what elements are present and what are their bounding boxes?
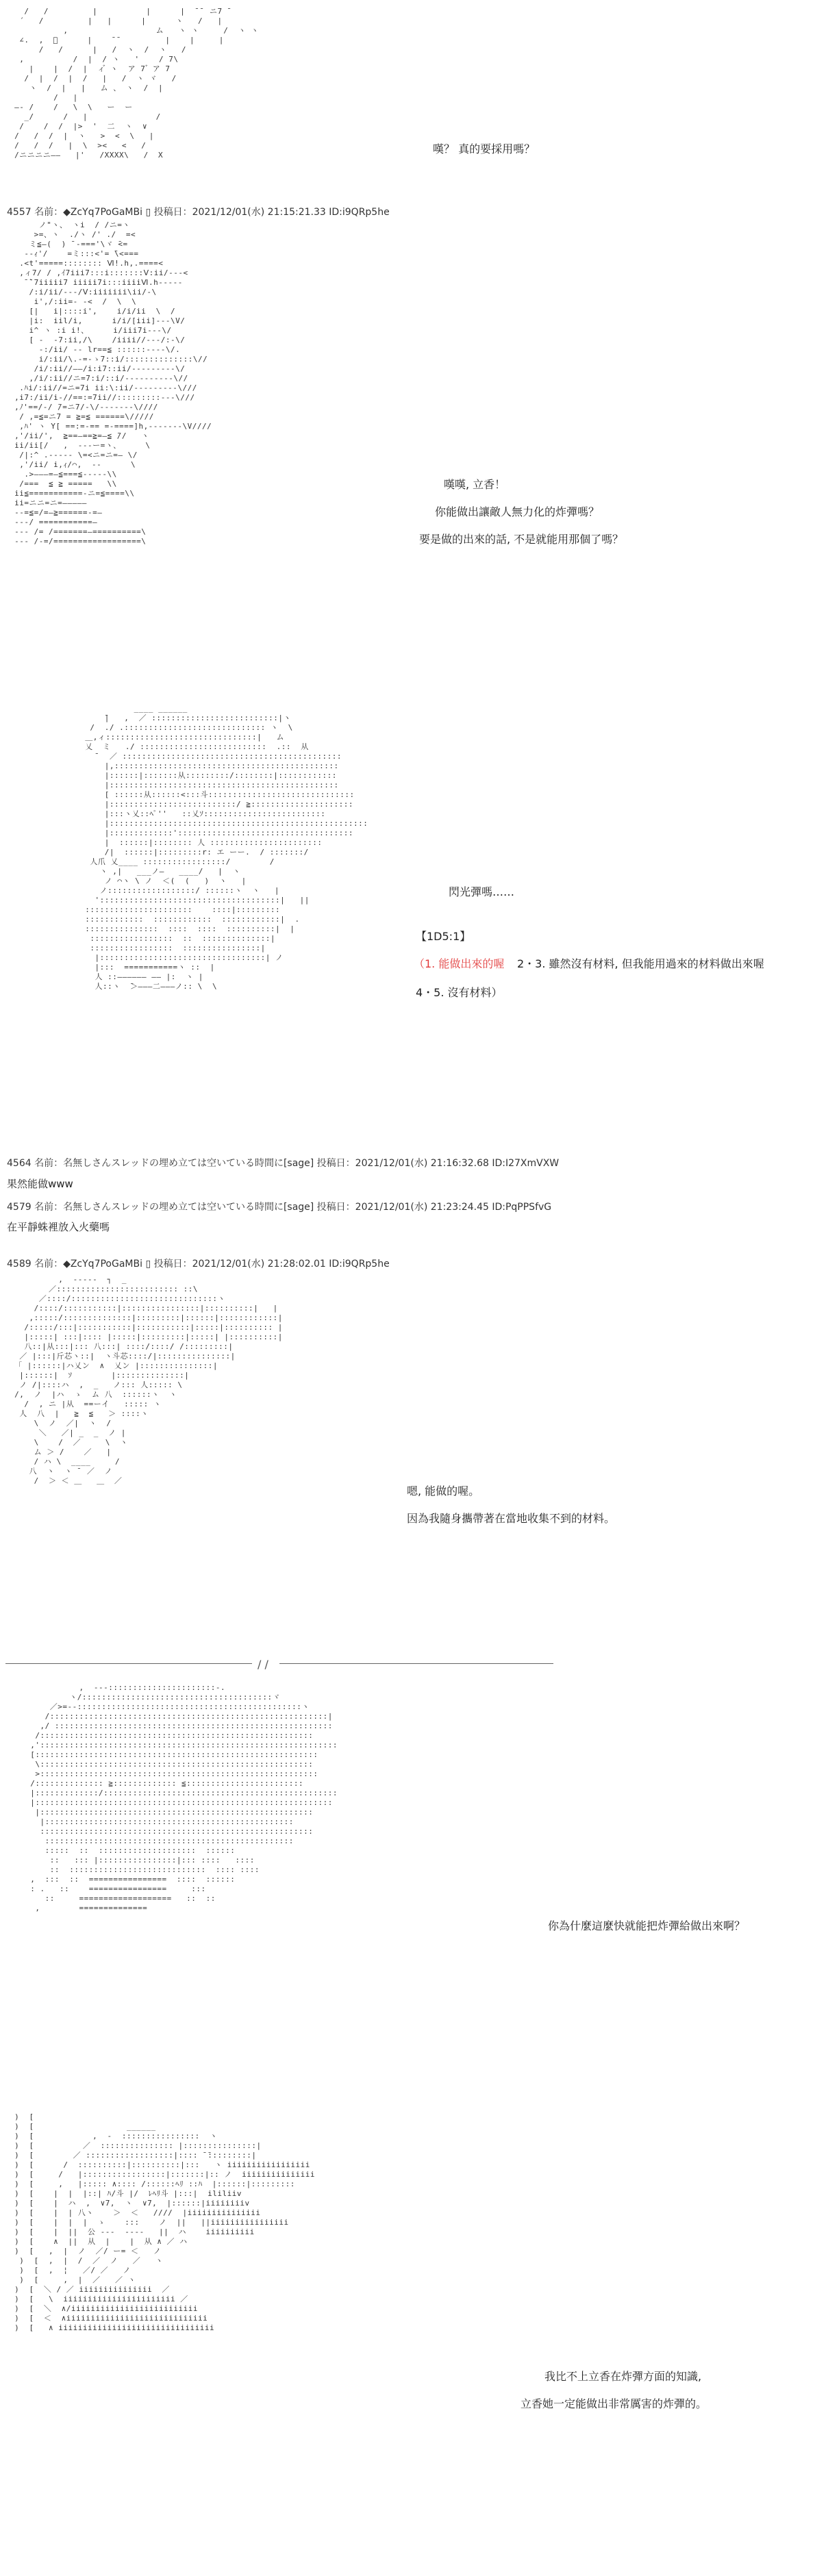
dialogue-line: 你為什麼這麼快就能把炸彈給做出來啊？	[548, 1919, 746, 1932]
dice-option-4-5: 4・5. 沒有材料）	[416, 986, 503, 999]
dialogue-line: 立香她一定能做出非常厲害的炸彈的。	[521, 2397, 707, 2410]
dialogue-line: 嗯, 能做的喔。	[407, 1485, 480, 1498]
ascii-art-scene-1: / / | | | ̄ ̄ ニ7 ̄ ´ / | | | ヽ / | , ム ヽ ヽ / ヽ ヽ ∠. , ゚ | ̄ ̄ | | | / / | / ヽ / ヽ / , / | / ヽ ' / 7\ | | / | ィ゙ ヽ ア 7 ゙ ア 7 / | / | / | / ヽ ヾ / ヽ / | | ム 、 ヽ / | / | —- / / \ \ ー ー _/ / | / / / / |> ' 二 ヽ ∨ / / / | ヽ > < \ | / / / | \ >< < / /ニニニニ—— |' /XXXX\ / X	[14, 7, 259, 160]
ascii-art-scene-7: , ---::::::::::::::::::::::-. ヽ/:::::::::::::::::::::::::::::::::::::::ヾ ／>=--::::::::::::::::::::::::::::::::::::::::::::::ヽ /:::::::::::::::::::::::::::::::::::::::::::::::::::::::::| ,/ ::::::::::::::::::::::::::::::::::::::::::::::::::::::::: /:::::::::::::::::::::::::::::::::::::::::::::::::::::::: ,'::::::::::::::::::::::::::::::::::::::::::::::::::::::::::::: [:::::::::::::::::::::::::::::::::::::::::::::::::::::::::: \:::::::::::::::::::::::::::::::::::::::::::::::::::::::: >::::::::::::::::::::::::::::::::::::::::::::::::::::::::: /:::::::::::::: ≧::::::::::::: ≦:::::::::::::::::::::::: |:::::::::::::/:::::::::::::::::::::::::::::::::::::::::::::::: |::::::::::::::::::::::::::::::::::::::::::::::::::::::::::::: |:::::::::::::::::::::::::::::::::::::::::::::::::::::::: |::::::::::::::::::::::::::::::::::::::::::::::::::: :::::::::::::::::::::::::::::::::::::::::::::::::::::::: ::::::::::::::::::::::::::::::::::::::::::::::::::: ::::: :: :::::::::::::::::::: :::::: :: ::: |::::::::::::::::|::: :::: :::: :: :::::::::::::::::::::::::::: :::: :::: , ::: :: ================ :::: :::::: : . :: ================ ::: :: =================== :: :: , ==============	[30, 1683, 338, 1912]
dice-option-1: （1. 能做出來的喔	[414, 957, 505, 970]
dialogue-line: 閃光彈嗎……	[449, 885, 515, 898]
dice-option-2-3: 2・3. 雖然沒有材料, 但我能用過來的材料做出來喔	[517, 957, 764, 970]
ascii-art-scene-8: ) [ ) [ ______ ) [ , - :::::::::::::::: ヽ ) [ ／ ::::::::::::::: |:::::::::::::::| ) [ ／ ::::::::::::::::::|:::: ̄ ̄:::::::::| ) [ / ::::::::::|::::::::::|::: ヽ iiiiiiiiiiiiiiiii ) [ / |:::::::::::::::::|:::::::|:: ノ iiiiiiiiiiiiiii ) [ , |::::: ∧:::: /::::::ﾍﾘ ::ﾊ |::::::|::::::::: ) [ | | |::| ﾊ/斗 |/ ﾚﾍﾘ斗 |:::| ililiiv ) [ | ハ , ∨7, ヽ ∨7, |::::::|iiiiiiiiv ) [ | | 八ヽ ＞ ＜ //// |iiiiiiiiiiiiiii ) [ | | | ゝ ::: ノ || ||iiiiiiiiiiiiiiii ) [ | || 公 --- ---- || ハ iiiiiiiiii ) [ ∧ || 从 | | 从 ∧ ／ ハ ) [ , | ノ ／/ ー= ＜ ノ ) [ , | / ／ ノ ／ ヽ ) [ , ¦ ／/ ／ ノ ) [ , | ／ ／ ヽ ) [ ＼ / ／ iiiiiiiiiiiiiii ／ ) [ \ iiiiiiiiiiiiiiiiiiiiiii ／ ) [ ＼ ∧/iiiiiiiiiiiiiiiiiiiiiiiiii ) [ ＜ ∧iiiiiiiiiiiiiiiiiiiiiiiiiiiii ) [ ∧ iiiiiiiiiiiiiiiiiiiiiiiiiiiiiiii	[14, 2112, 315, 2332]
dice-roll-label: 【1D5:1】	[416, 930, 471, 943]
dialogue-line: 你能做出讓敵人無力化的炸彈嗎？	[435, 505, 600, 518]
dialogue-line: 嘆嘆, 立香！	[444, 478, 506, 491]
post-body: 在平靜蛛裡放入火藥嗎	[7, 1221, 110, 1233]
dialogue-line: 因為我隨身攜帶著在當地收集不到的材料。	[407, 1512, 616, 1525]
post-header: 4589 名前：◆ZcYq7PoGaMBi ▯ 投稿日：2021/12/01(水) 21:28:02.01 ID:i9QRp5he	[7, 1259, 390, 1270]
post-body: 果然能做www	[7, 1178, 73, 1190]
scene-divider: / /	[5, 1660, 553, 1670]
ascii-art-scene-2: ノ"ヽ、 ヽi / /ニ=ヽ >=、ヽ ./ヽ /' ./ =< ミ≦—( ) ̄ -==='\ヾ ̄<= --ｨ'/ =ミ:::<'= ̄\<=== .<t'=====:::::::: Ⅵ!.h,.====< ,ィ7/ / ,ｲ7iii7:::i:::::::Ⅴ:ii/---< ̄ ̄`7iiiii7 iiiii7i:::iiiiⅥ.h----- /:i/ii/---/Ⅴ:iiiiiii\ii/-\ i',/:ii=- -< / \ \ [| i|::::i', i/i/ii \ / |i: iil/i, i/i/[iii]---\V/ i^ ヽ :i i!、 i/iii7i---\/ [ - -7:ii,/\ /iiii//---/:-\/ -:/ii/ -- lr==≦ ::::::----\/. i/:ii/\.-=-ゝ7::i/::::::::::::::\// /i/:ii//——/i:i7::ii/---------\/ ,/i/:ii//ニ=7:i/::i/----------\// .ﾊi/:ii//=ニ=7i ii:\:ii/---------\/// ,i7:/ii/i-//==:=7ii//:::::::::---\/// ,ﾉ'==/-/ ̄/=ニ7/-\/-------\//// / ,=≦=ニ7 = ≧=≦ ======\///// ,ﾊ' ヽ Y[ ==:=-== =-====]h,-------\V//// ,'/ii/', ≧==—==≧=—≦ ̄// ヽ ii/ii[/ , ---ー=ヽ、 \ /|:^ .----- \=<ニ=ニ=— \/ ,'/ii/ i,ｨ/⌒, -- \ .>———=—≦===≦-----\\ /=== ≦ ≧ ===== \\ ii≦===========-ニ=≦====\\ ii=ニニ=ニ=————— --=≦=/=—≧======-=— ---/ ===========— --- /= /=======—==========\ --- /-=/==================\	[14, 220, 212, 546]
ascii-art-scene-6: , ----- ┐ _ ／::::::::::::::::::::::::: ::\ ／::::/::::::::::::::::::::::::::::::ヽ /::::/:::::::::::|::::::::::::::::|::::::::::| | ,:::::/::::::::::::::|:::::::::|::::::|::::::::::::| /:::::/:::|:::::::::::|:::::::::::|:::::|:::::::::: | |:::::| :::|:::: |:::::|:::::::::|:::::| |::::::::::| 八::|从:::|::: 八:::| ::::/::::/ /:::::::::| ／ |:::|斤芯ヽ::| ヽ斗芯::::/|:::::::::::::::| 「 |::::::|ハ乂ン ∧ 乂ン |:::::::::::::::| |::::::| ｿ |::::::::::::::| ノ /|::::ハ , _ ノ::: 人::::: \ /, ノ |ハ ゝ ム 八 ::::::ヽ ヽ / , ニ |从 ==ーイ ::::: ヽ 人 八 | ≧ ≦ ＞ ::::ヽ \ ノ ／| ヽ / ＼ ／| _ _ ノ | \ / ／ \ ヽ ム ＞ / ／ | / ハ \ ____ / 八 ヽ ヽ ̄ ／ ノ / ＞ ＜ ＿ ＿ ／	[14, 1275, 283, 1485]
dialogue-line: 我比不上立香在炸彈方面的知識,	[544, 2370, 702, 2383]
post-header: 4557 名前：◆ZcYq7PoGaMBi ▯ 投稿日：2021/12/01(水) 21:15:21.33 ID:i9QRp5he	[7, 207, 390, 218]
dialogue-line: 要是做的出來的話, 不是就能用那個了嗎？	[419, 533, 624, 546]
post-header: 4579 名前：名無しさんスレッドの埋め立ては空いている時間に[sage] 投稿日：2021/12/01(水) 21:23:24.45 ID:PqPPSfvG	[7, 1202, 552, 1213]
post-header: 4564 名前：名無しさんスレッドの埋め立ては空いている時間に[sage] 投稿日：2021/12/01(水) 21:16:32.68 ID:I27XmVXW	[7, 1158, 560, 1169]
dialogue-line: 嘆？ 真的要採用嗎？	[433, 142, 536, 155]
ascii-art-scene-3: ____ ______ ̄| , ／ ::::::::::::::::::::::::::|ヽ / ./ .::::::::::::::::::::::::::::: ヽ \ ＿,ィ:::::::::::::::::::::::::::::::| ム 乂 ミ ./ :::::::::::::::::::::::::: .:: 从 ̄ ／ ::::::::::::::::::::::::::::::::::::::::::::: |,:::::::::::::::::::::::::::::::::::::::::::::: |::::::|:::::::从:::::::::/::::::::|:::::::::::: |::::::::::::::::::::::::::::::::::::::::::::::: [ ::::::从::::::<:::斗:::::::::::::::::::::::::::::: |::::::::::::::::::::::::::/ ≧::::::::::::::::::::: |:::ヽ乂::ﾍﾟ'' ::乂ｿ::::::::::::::::::::::::: |::::::::::::::::::::::::::::::::::::::::::::::::::::: |:::::::::::::':::::::::::::::::::::::::::::::::::: | ::::::|:::::::: 人 ::::::::::::::::::::::: /| ::::::|:::::::::r: エ ーー. / :::::::/ 人爪 乂____ :::::::::::::::::/ / ヽ ,| ___ノ― ____/ | ヽ ノ ⌒ヽ \ ノ ＜( ( ) ヽ | ノ::::::::::::::::::/ ::::::ヽ ヽ | ':::::::::::::::::::::::::::::::::::::| || :::::::::::::::::::::: ::::|::::::::: :::::::::::: :::::::::::: ::::::::::::| . ::::::::::::::: :::: :::: ::::::::::| | ::::::::::::::::: :: ::::::::::::::| ::::::::::::::::: ::::::::::::::::| |::::::::::::::::::::::::::::::::::| ノ |::: ===========ヽ :: | 人 ::—————— —— |: ヽ | 人::ヽ ̄＞———二———ノ:: \ \	[85, 704, 368, 991]
